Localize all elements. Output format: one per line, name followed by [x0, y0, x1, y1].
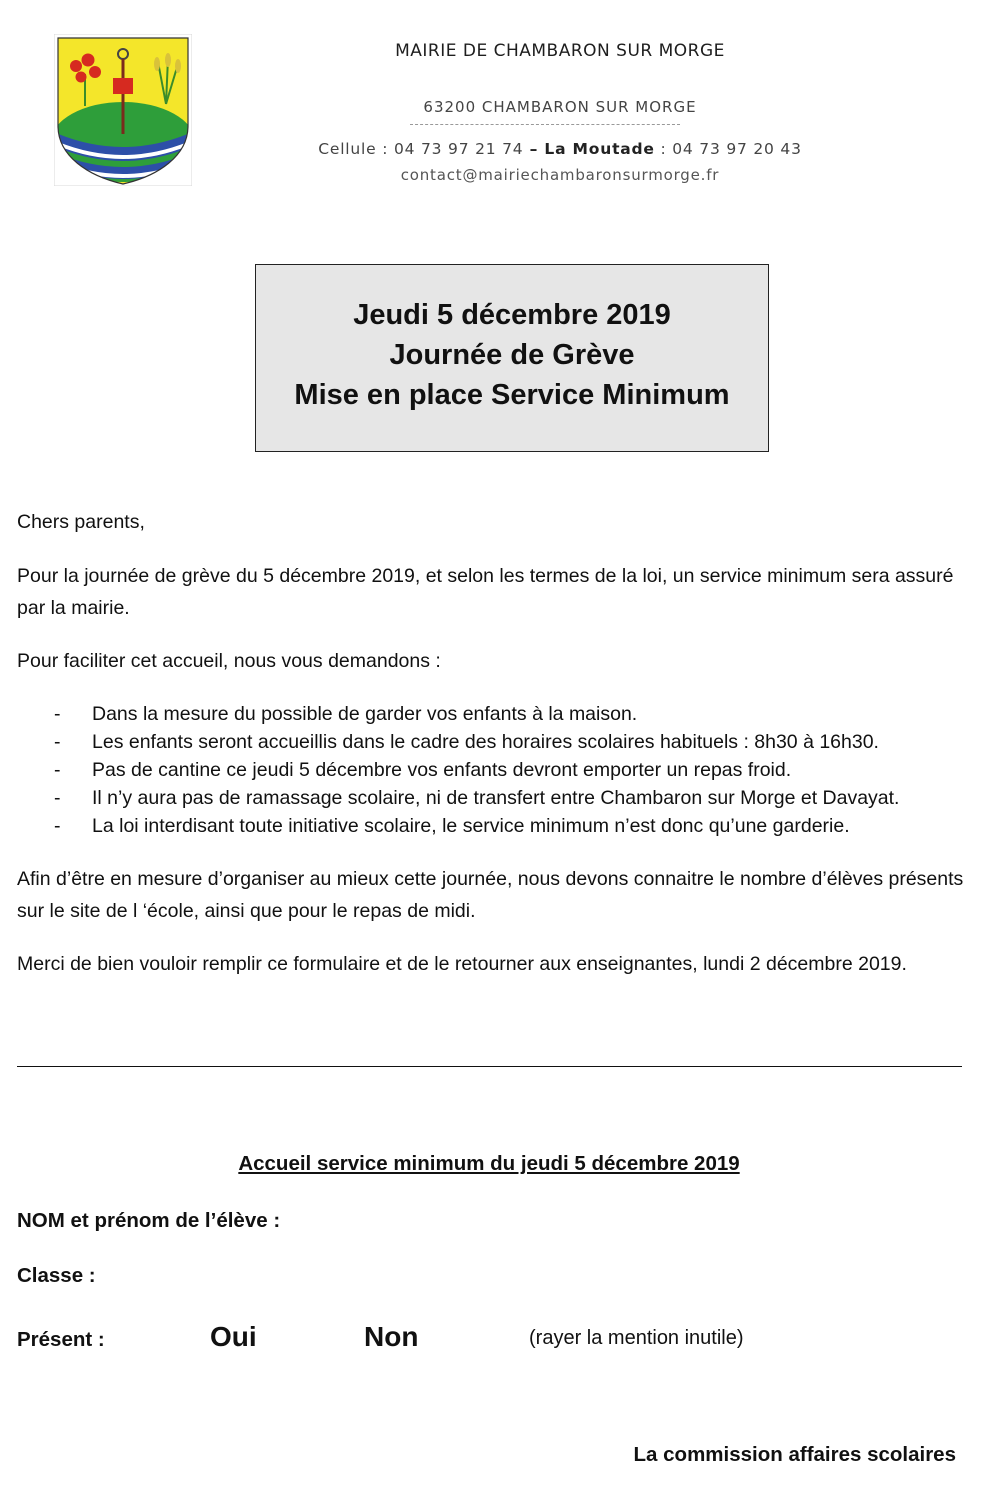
mairie-phones [300, 140, 820, 158]
signature: La commission affaires scolaires [633, 1443, 956, 1466]
notice-title-box [255, 264, 769, 452]
bullet-marker: - [54, 815, 61, 837]
mairie-city: 63200 CHAMBARON SUR MORGE [423, 98, 697, 116]
list-item: - Les enfants seront accueillis dans le cadre des horaires scolaires habituels : 8h30 à 16h30. [54, 728, 984, 756]
bullet-marker: - [54, 731, 61, 753]
paragraph-intro: Pour la journée de grève du 5 décembre 2019, et selon les termes de la loi, un service minimum sera assuré par la mairie. [17, 565, 954, 619]
cut-line-divider [17, 1066, 962, 1067]
strike-hint: (rayer la mention inutile) [529, 1327, 744, 1349]
notice-date: Jeudi 5 décembre 2019 [353, 299, 671, 331]
notice-strike-day: Journée de Grève [389, 339, 635, 371]
option-yes[interactable]: Oui [210, 1321, 257, 1352]
phone-separator-label: – La Moutade [523, 140, 655, 158]
list-item: - Il n’y aura pas de ramassage scolaire, ni de transfert entre Chambaron sur Morge et Davayat. [54, 784, 984, 812]
list-item: - Pas de cantine ce jeudi 5 décembre vos enfants devront emporter un repas froid. [54, 756, 984, 784]
bullet-marker: - [54, 787, 61, 809]
mairie-title: MAIRIE DE CHAMBARON SUR MORGE [395, 41, 725, 61]
request-list [54, 700, 984, 840]
header-divider [410, 124, 680, 125]
option-no[interactable]: Non [364, 1321, 419, 1352]
form-title: Accueil service minimum du jeudi 5 décembre 2019 [238, 1152, 740, 1175]
list-item: - Dans la mesure du possible de garder vos enfants à la maison. [54, 700, 984, 728]
mairie-email-link[interactable]: contact@mairiechambaronsurmorge.fr [400, 166, 720, 184]
bullet-marker: - [54, 759, 61, 781]
bullet-marker: - [54, 703, 61, 725]
phone-moutade: : 04 73 97 20 43 [654, 140, 802, 158]
notice-service-minimum: Mise en place Service Minimum [294, 379, 730, 411]
paragraph-organisation: Afin d’être en mesure d’organiser au mieux cette journée, nous devons connaitre le nombre d’élèves présents sur le site de l ‘école, ainsi que pour le repas de midi. [17, 868, 964, 922]
present-label: Présent : [17, 1328, 105, 1351]
paragraph-return-form: Merci de bien vouloir remplir ce formulaire et de le retourner aux enseignantes, lundi 2 décembre 2019. [17, 953, 907, 975]
greeting: Chers parents, [17, 511, 145, 533]
list-item: - La loi interdisant toute initiative scolaire, le service minimum n’est donc qu’une garderie. [54, 812, 984, 840]
phone-cellule: Cellule : 04 73 97 21 74 [318, 140, 524, 158]
student-name-label: NOM et prénom de l’élève : [17, 1209, 281, 1232]
coat-of-arms-icon [54, 34, 192, 186]
paragraph-request: Pour faciliter cet accueil, nous vous demandons : [17, 650, 441, 672]
class-label: Classe : [17, 1264, 96, 1287]
